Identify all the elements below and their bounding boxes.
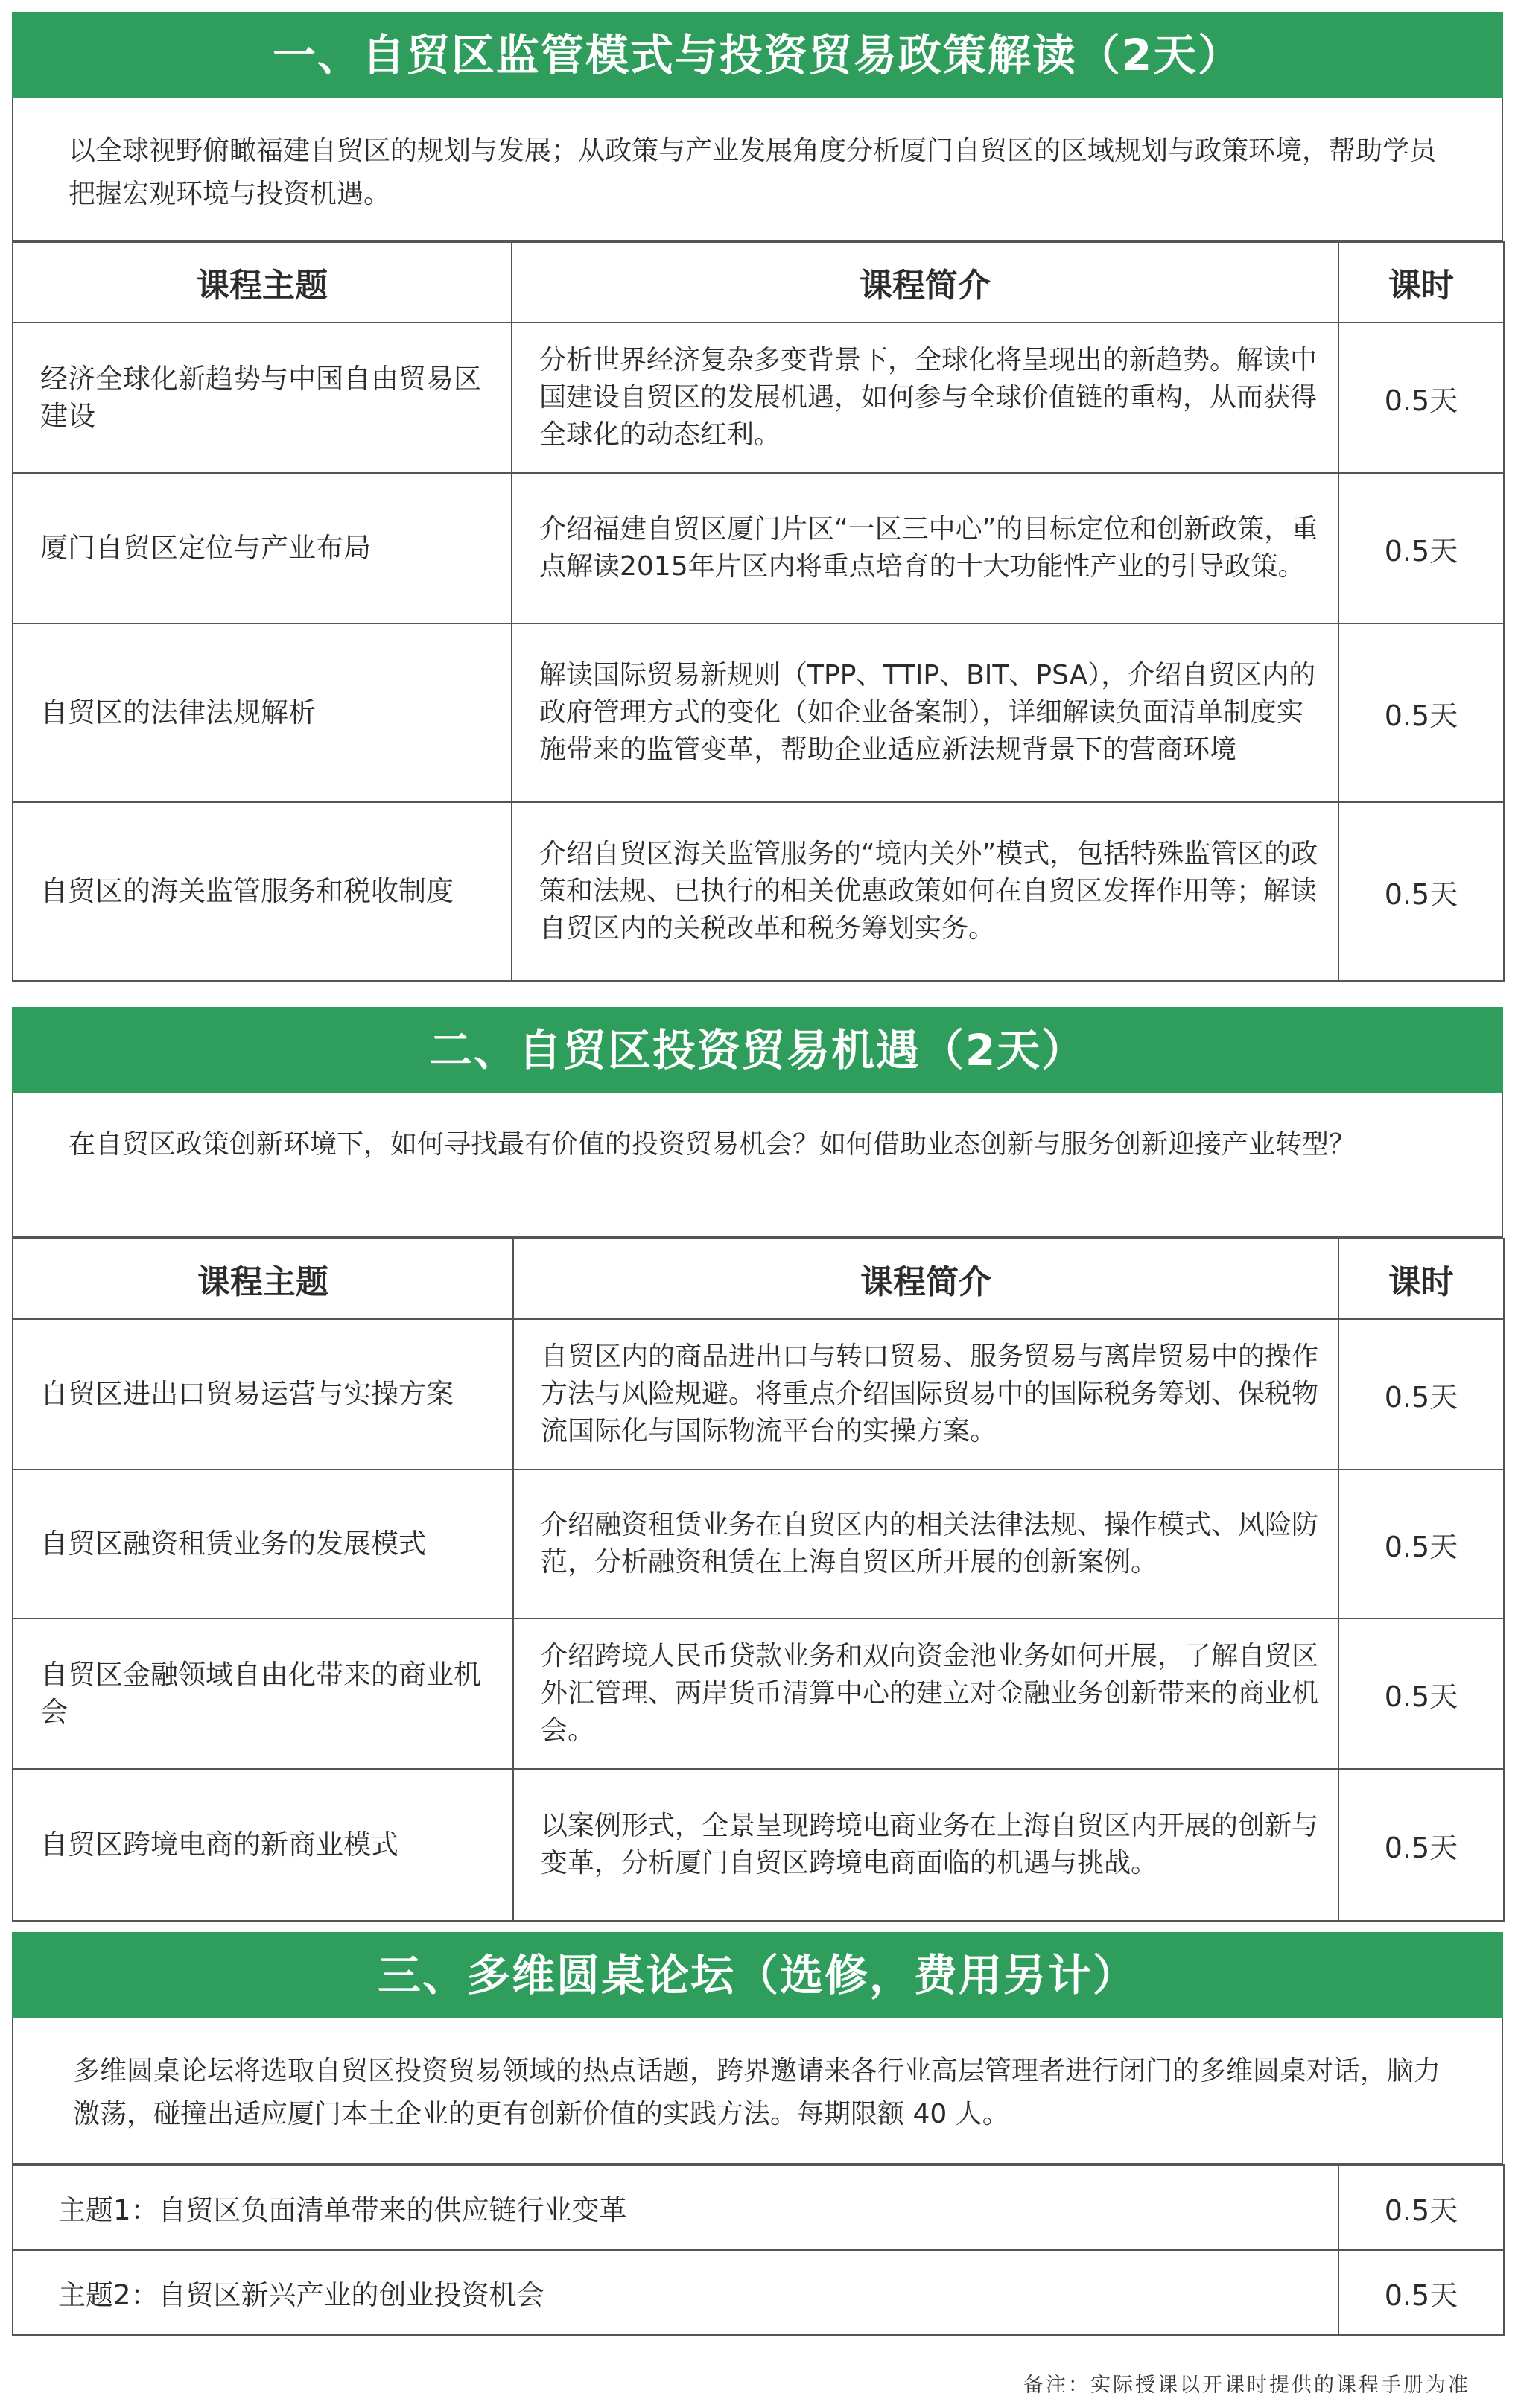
section-2-intro: 在自贸区政策创新环境下，如何寻找最有价值的投资贸易机会？如何借助业态创新与服务创新迎接产业转型？ — [12, 1093, 1503, 1238]
section-3-intro: 多维圆桌论坛将选取自贸区投资贸易领域的热点话题，跨界邀请来各行业高层管理者进行闭门的多维圆桌对话，脑力激荡，碰撞出适应厦门本土企业的更有创新价值的实践方法。每期限额 40 人。 — [12, 2018, 1503, 2164]
table-row — [13, 1319, 1504, 1470]
table-row — [13, 623, 1504, 802]
section-1-table — [12, 241, 1505, 982]
row-hours: 0.5天 — [1338, 1470, 1504, 1618]
section-2-table — [12, 1238, 1505, 1922]
row-topic: 经济全球化新趋势与中国自由贸易区建设 — [13, 323, 512, 473]
row-desc: 自贸区内的商品进出口与转口贸易、服务贸易与离岸贸易中的操作方法与风险规避。将重点介绍国际贸易中的国际税务筹划、保税物流国际化与国际物流平台的实操方案。 — [513, 1319, 1338, 1470]
forum-hours: 0.5天 — [1338, 2165, 1504, 2250]
row-desc: 介绍融资租赁业务在自贸区内的相关法律法规、操作模式、风险防范，分析融资租赁在上海自贸区所开展的创新案例。 — [513, 1470, 1338, 1618]
row-desc: 分析世界经济复杂多变背景下，全球化将呈现出的新趋势。解读中国建设自贸区的发展机遇，如何参与全球价值链的重构，从而获得全球化的动态红利。 — [512, 323, 1338, 473]
section-1 — [12, 12, 1503, 982]
section-1-intro: 以全球视野俯瞰福建自贸区的规划与发展；从政策与产业发展角度分析厦门自贸区的区域规划与政策环境，帮助学员把握宏观环境与投资机遇。 — [12, 98, 1503, 241]
table-row — [13, 2250, 1504, 2335]
header-desc: 课程简介 — [513, 1239, 1338, 1319]
forum-hours: 0.5天 — [1338, 2250, 1504, 2335]
section-2-title: 二、自贸区投资贸易机遇（2天） — [12, 1007, 1503, 1093]
table-row — [13, 323, 1504, 473]
section-3 — [12, 1932, 1503, 2336]
forum-topic: 主题2：自贸区新兴产业的创业投资机会 — [13, 2250, 1338, 2335]
row-topic: 自贸区的海关监管服务和税收制度 — [13, 802, 512, 981]
row-hours: 0.5天 — [1338, 1769, 1504, 1921]
row-desc: 介绍福建自贸区厦门片区“一区三中心”的目标定位和创新政策，重点解读2015年片区内将重点培育的十大功能性产业的引导政策。 — [512, 473, 1338, 623]
table-header-row — [13, 242, 1504, 323]
table-row — [13, 1470, 1504, 1618]
table-header-row — [13, 1239, 1504, 1319]
row-topic: 自贸区跨境电商的新商业模式 — [13, 1769, 513, 1921]
table-row — [13, 802, 1504, 981]
header-topic: 课程主题 — [13, 242, 512, 323]
table-row — [13, 1618, 1504, 1769]
row-desc: 介绍跨境人民币贷款业务和双向资金池业务如何开展，了解自贸区外汇管理、两岸货币清算中心的建立对金融业务创新带来的商业机会。 — [513, 1618, 1338, 1769]
row-desc: 解读国际贸易新规则（TPP、TTIP、BIT、PSA），介绍自贸区内的政府管理方式的变化（如企业备案制），详细解读负面清单制度实施带来的监管变革，帮助企业适应新法规背景下的营商环境 — [512, 623, 1338, 802]
row-hours: 0.5天 — [1338, 1618, 1504, 1769]
row-hours: 0.5天 — [1338, 323, 1504, 473]
row-hours: 0.5天 — [1338, 623, 1504, 802]
header-desc: 课程简介 — [512, 242, 1338, 323]
row-desc: 介绍自贸区海关监管服务的“境内关外”模式，包括特殊监管区的政策和法规、已执行的相关优惠政策如何在自贸区发挥作用等；解读自贸区内的关税改革和税务筹划实务。 — [512, 802, 1338, 981]
row-desc: 以案例形式，全景呈现跨境电商业务在上海自贸区内开展的创新与变革，分析厦门自贸区跨境电商面临的机遇与挑战。 — [513, 1769, 1338, 1921]
row-topic: 自贸区进出口贸易运营与实操方案 — [13, 1319, 513, 1470]
table-row — [13, 1769, 1504, 1921]
section-1-title: 一、自贸区监管模式与投资贸易政策解读（2天） — [12, 12, 1503, 98]
section-2 — [12, 1007, 1503, 1922]
section-3-table — [12, 2164, 1505, 2336]
table-row — [13, 2165, 1504, 2250]
row-hours: 0.5天 — [1338, 802, 1504, 981]
header-hours: 课时 — [1338, 1239, 1504, 1319]
footnote: 备注：实际授课以开课时提供的课程手册为准 — [1023, 2374, 1470, 2397]
header-hours: 课时 — [1338, 242, 1504, 323]
row-hours: 0.5天 — [1338, 473, 1504, 623]
row-topic: 自贸区融资租赁业务的发展模式 — [13, 1470, 513, 1618]
table-row — [13, 473, 1504, 623]
row-topic: 厦门自贸区定位与产业布局 — [13, 473, 512, 623]
section-3-title: 三、多维圆桌论坛（选修，费用另计） — [12, 1932, 1503, 2018]
forum-topic: 主题1：自贸区负面清单带来的供应链行业变革 — [13, 2165, 1338, 2250]
row-topic: 自贸区金融领域自由化带来的商业机会 — [13, 1618, 513, 1769]
header-topic: 课程主题 — [13, 1239, 513, 1319]
row-hours: 0.5天 — [1338, 1319, 1504, 1470]
row-topic: 自贸区的法律法规解析 — [13, 623, 512, 802]
